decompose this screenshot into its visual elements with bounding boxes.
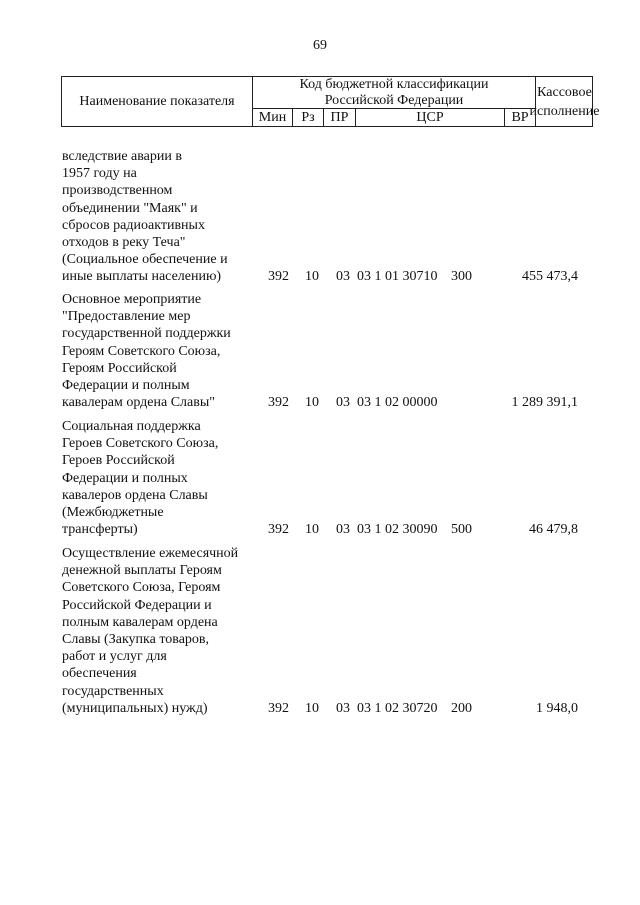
row-name-line: Федерации и полным [62, 378, 190, 394]
row-vr: 500 [451, 522, 472, 537]
row-name-line: работ и услуг для [62, 649, 167, 665]
header-code-label-line1: Код бюджетной классификации [299, 77, 489, 92]
row-amount: 1 289 391,1 [511, 395, 578, 410]
row-pr: 03 [336, 701, 350, 716]
row-name-line: государственной поддержки [62, 326, 231, 342]
row-name-line: производственном [62, 183, 173, 199]
row-name-line: 1957 году на [62, 166, 137, 182]
row-rz: 10 [305, 269, 319, 284]
row-name-line: сбросов радиоактивных [62, 217, 205, 233]
header-kas-label-line1: Кассовое [537, 84, 592, 100]
table-header [61, 76, 600, 127]
row-amount: 46 479,8 [529, 522, 578, 537]
row-pr: 03 [336, 395, 350, 410]
row-csr: 03 1 02 00000 [357, 395, 438, 410]
row-name-line: Героев Российской [62, 453, 175, 469]
row-name-line: Социальная поддержка [62, 419, 201, 434]
row-name-line: вследствие аварии в [62, 149, 182, 164]
row-name-line: Героям Советского Союза, [62, 343, 221, 359]
header-name-label: Наименование показателя [79, 93, 235, 109]
row-name-line: (Социальное обеспечение и [62, 252, 228, 268]
row-name-line: иные выплаты населению) [62, 269, 222, 285]
row-min: 392 [268, 269, 289, 284]
row-name-line: денежной выплаты Героям [62, 563, 222, 579]
row-amount: 455 473,4 [522, 269, 578, 284]
row-rz: 10 [305, 522, 319, 537]
header-kas-cell [529, 77, 600, 126]
row-name-line: кавалерам ордена Славы" [62, 395, 215, 411]
row-name-line: трансферты) [62, 522, 138, 538]
row-csr: 03 1 02 30720 [357, 701, 438, 716]
row-min: 392 [268, 522, 289, 537]
row-vr: 300 [451, 269, 472, 284]
page-number: 69 [313, 38, 327, 53]
row-name [62, 291, 258, 411]
row-name-line: государственных [62, 683, 164, 699]
row-name-line: отходов в реку Теча" [62, 235, 186, 251]
row-name-line: Героям Российской [62, 360, 177, 376]
header-sub-pr: ПР [324, 109, 356, 126]
header-sub-min: Мин [253, 109, 293, 126]
header-name-cell [62, 77, 253, 126]
row-min: 392 [268, 701, 289, 716]
row-rz: 10 [305, 701, 319, 716]
row-rz: 10 [305, 395, 319, 410]
header-code-cell [253, 77, 536, 109]
row-name-line: объединении "Маяк" и [62, 200, 198, 216]
row-min: 392 [268, 395, 289, 410]
row-vr: 200 [451, 701, 472, 716]
row-name-line: Федерации и полных [62, 470, 188, 486]
header-code-label-line2: Российской Федерации [324, 93, 464, 108]
header-sub-csr: ЦСР [356, 109, 505, 126]
row-name-line: обеспечения [62, 666, 137, 682]
row-pr: 03 [336, 269, 350, 284]
row-csr: 03 1 02 30090 [357, 522, 438, 537]
row-csr: 03 1 01 30710 [357, 269, 438, 284]
row-name-line: Славы (Закупка товаров, [62, 632, 210, 648]
header-sub-vr: ВР [505, 109, 536, 126]
row-name-line: Советского Союза, Героям [62, 580, 221, 596]
row-name-line: "Предоставление мер [62, 309, 191, 325]
row-name-line: Российской Федерации и [62, 597, 212, 613]
header-kas-label-line2: исполнение [529, 103, 600, 119]
row-name-line: кавалеров ордена Славы [62, 487, 208, 503]
row-name-line: (Межбюджетные [62, 505, 164, 521]
row-amount: 1 948,0 [536, 701, 578, 716]
row-name-line: Основное мероприятие [62, 292, 202, 307]
row-name-line: Осуществление ежемесячной [62, 546, 239, 561]
row-name-line: полным кавалерам ордена [62, 614, 218, 630]
header-sub-rz: Рз [293, 109, 324, 126]
row-name [62, 148, 258, 286]
row-pr: 03 [336, 522, 350, 537]
row-name-line: (муниципальных) нужд) [62, 700, 208, 716]
row-name [62, 418, 258, 538]
row-name-line: Героев Советского Союза, [62, 436, 219, 452]
row-name [62, 545, 258, 717]
